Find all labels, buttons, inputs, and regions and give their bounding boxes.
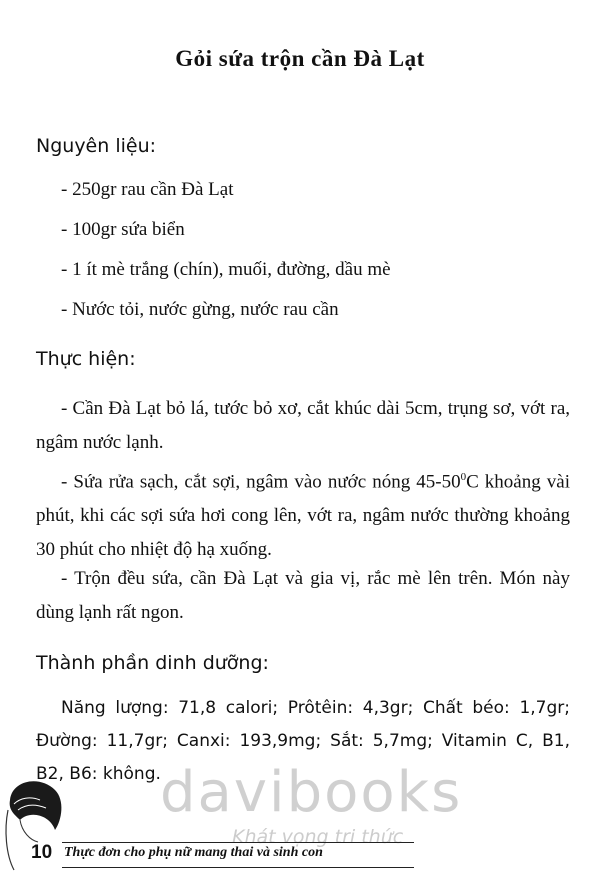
step-2-text-b: C khoảng vài phút, khi các sợi sứa hơi cong lên, vớt ra, ngâm nước thường khoảng 30 phút cho nhiệt độ hạ xuống. xyxy=(36,471,570,561)
ingredient-item: - 250gr rau cần Đà Lạt xyxy=(61,179,234,200)
watermark-slogan: Khát vọng tri thức xyxy=(232,826,404,848)
degree-sup: 0 xyxy=(460,471,467,483)
ingredients-heading: Nguyên liệu: xyxy=(36,135,157,157)
recipe-title: Gỏi sứa trộn cần Đà Lạt xyxy=(175,46,425,71)
book-title: Thực đơn cho phụ nữ mang thai và sinh con xyxy=(64,845,323,860)
ingredient-item: - 1 ít mè trắng (chín), muối, đường, dầu mè xyxy=(61,259,391,280)
watermark-brand: davibooks xyxy=(160,760,463,825)
step-3-text: - Trộn đều sứa, cần Đà Lạt và gia vị, rắc mè lên trên. Món này dùng lạnh rất ngon. xyxy=(36,568,570,623)
nutrition-heading: Thành phần dinh dưỡng: xyxy=(36,652,269,674)
nutrition-text: Năng lượng: 71,8 calori; Prôtêin: 4,3gr; Chất béo: 1,7gr; Đường: 11,7gr; Canxi: 193,9mg; Sắt: 5,7mg; Vitamin C, B1, B2, B6: không. xyxy=(36,698,570,784)
step-2-text-a: - Sứa rửa sạch, cắt sợi, ngâm vào nước nóng 45-50 xyxy=(61,471,461,493)
step-3 xyxy=(36,562,570,630)
step-1-text: - Cần Đà Lạt bỏ lá, tước bỏ xơ, cắt khúc dài 5cm, trụng sơ, vớt ra, ngâm nước lạnh. xyxy=(36,398,570,453)
step-2 xyxy=(36,460,570,567)
step-1 xyxy=(36,392,570,460)
page-number: 10 xyxy=(31,842,53,863)
ingredient-item: - 100gr sứa biển xyxy=(61,219,185,240)
ingredient-item: - Nước tỏi, nước gừng, nước rau cần xyxy=(61,299,339,320)
steps-heading: Thực hiện: xyxy=(36,348,136,370)
